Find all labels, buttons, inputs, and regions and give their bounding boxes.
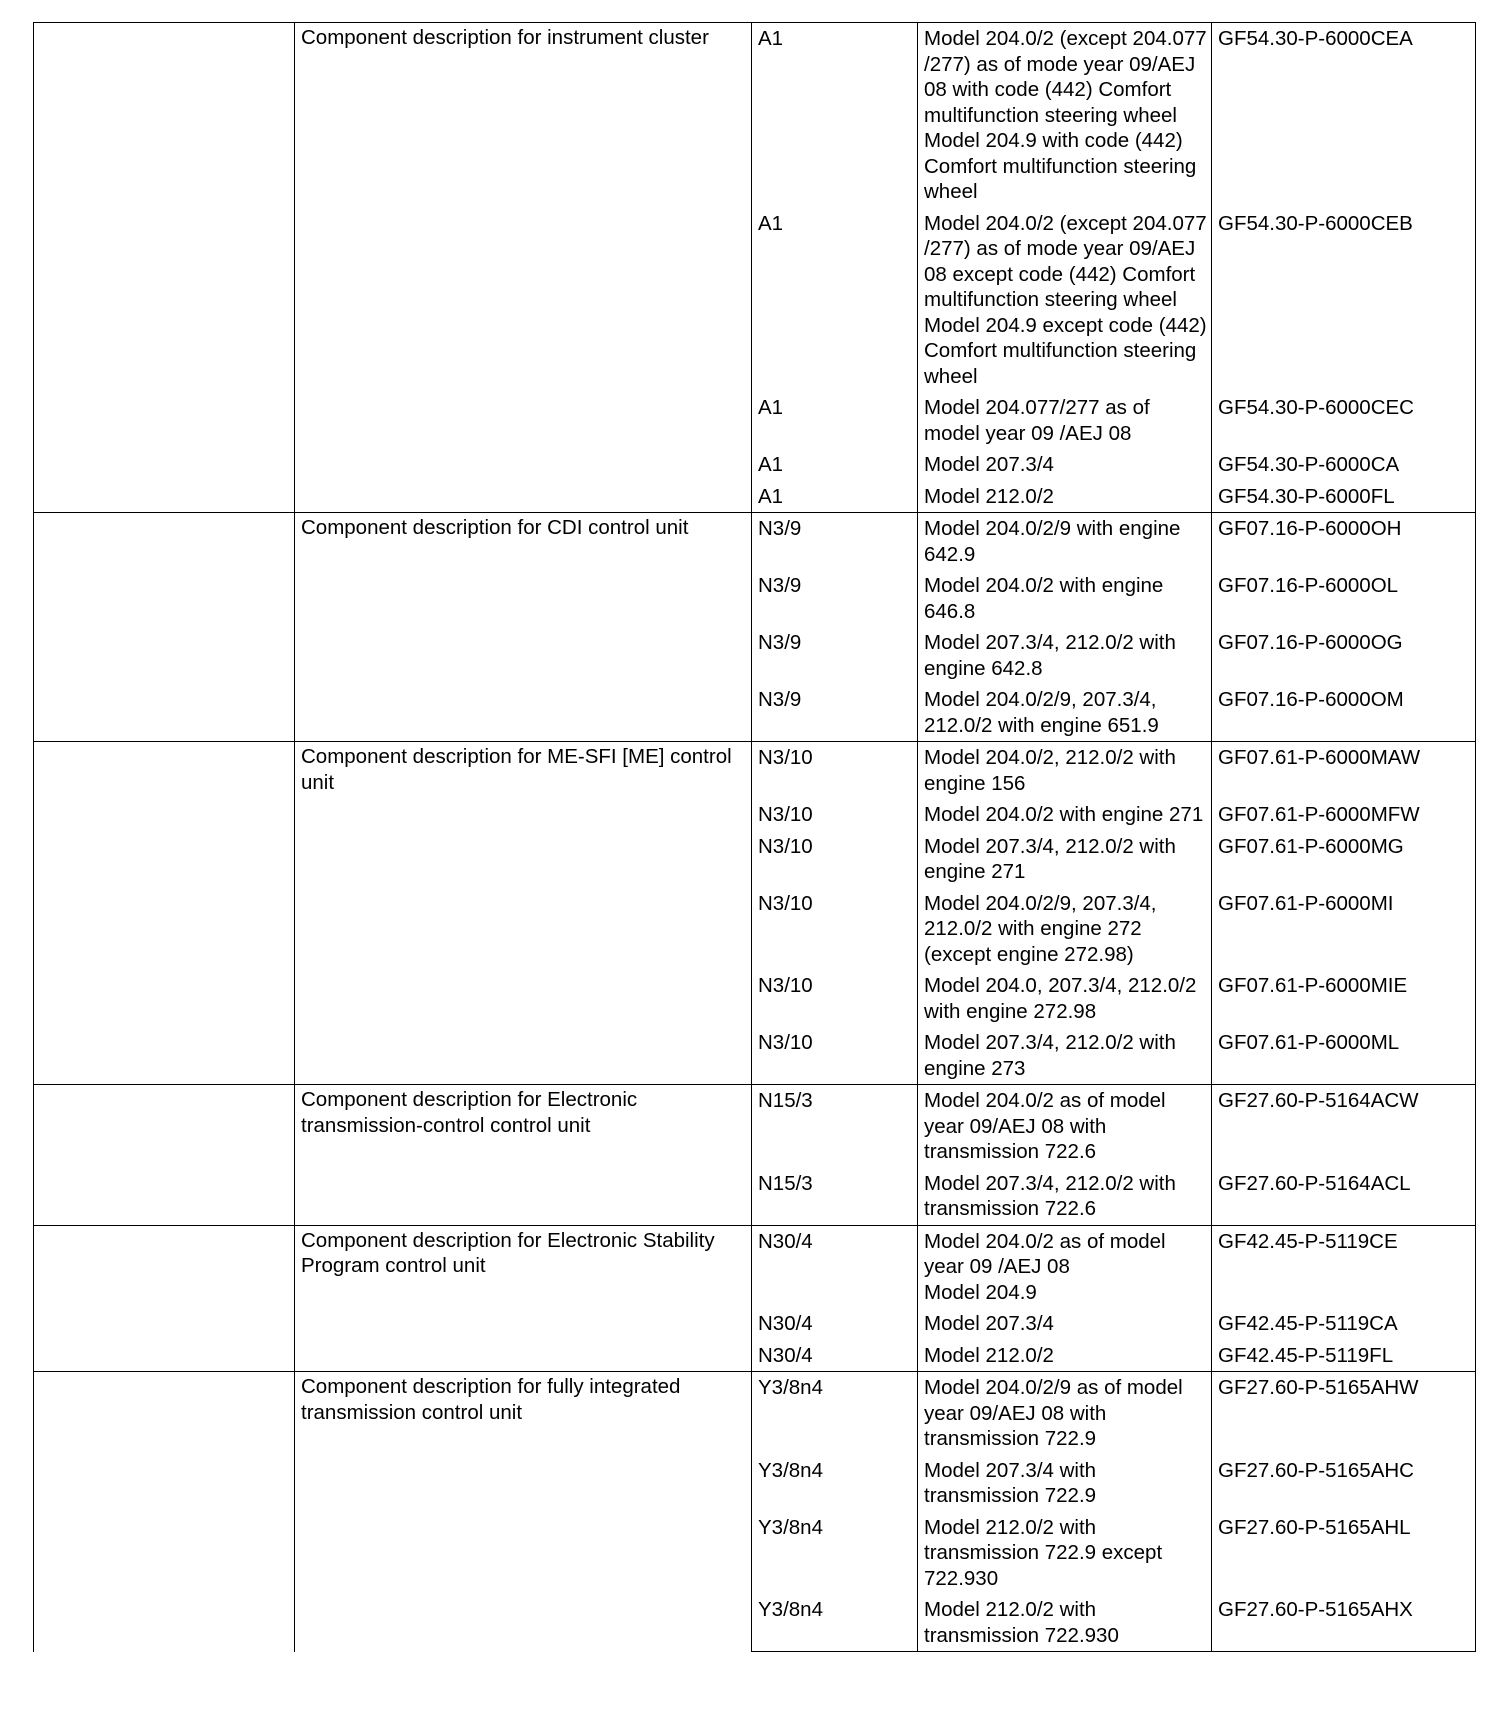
- component-description: Component description for ME-SFI [ME] control unit: [295, 742, 752, 1085]
- model-text: Model 207.3/4 with transmission 722.9: [924, 1458, 1097, 1507]
- component-designation: A1: [752, 392, 918, 449]
- model-text: Model 204.0/2 (except 204.077 /277) as of mode year 09/AEJ 08 except code (442) Comfort multifunction steering wheel: [924, 211, 1207, 311]
- component-designation: A1: [752, 449, 918, 481]
- model-applicability: [918, 1594, 1212, 1652]
- document-number: GF07.16-P-6000OH: [1212, 513, 1476, 571]
- model-applicability: [918, 1225, 1212, 1308]
- component-designation: A1: [752, 23, 918, 208]
- document-number: GF07.61-P-6000MG: [1212, 831, 1476, 888]
- model-applicability: [918, 799, 1212, 831]
- component-designation: N3/10: [752, 831, 918, 888]
- model-applicability: [918, 1372, 1212, 1455]
- model-text: Model 204.0/2 with engine 271: [924, 803, 1204, 826]
- document-number: GF27.60-P-5164ACW: [1212, 1085, 1476, 1168]
- table-row: [34, 1225, 1476, 1308]
- document-page: [33, 22, 1475, 1652]
- table-row: [34, 23, 1476, 208]
- document-number: GF54.30-P-6000CEB: [1212, 208, 1476, 393]
- empty-cell: [34, 1085, 295, 1226]
- component-description: Component description for instrument cluster: [295, 23, 752, 513]
- model-text: Model 207.3/4, 212.0/2 with engine 273: [924, 1031, 1176, 1080]
- document-number: GF27.60-P-5165AHL: [1212, 1512, 1476, 1595]
- model-applicability: [918, 1512, 1212, 1595]
- component-designation: N3/9: [752, 570, 918, 627]
- component-designation: N3/10: [752, 888, 918, 971]
- model-applicability: [918, 1308, 1212, 1340]
- component-designation: N15/3: [752, 1168, 918, 1226]
- component-designation: N30/4: [752, 1308, 918, 1340]
- component-table: [33, 22, 1476, 1652]
- model-applicability: [918, 888, 1212, 971]
- component-designation: Y3/8n4: [752, 1372, 918, 1455]
- document-number: GF07.61-P-6000MFW: [1212, 799, 1476, 831]
- component-designation: N3/9: [752, 627, 918, 684]
- model-applicability: [918, 970, 1212, 1027]
- model-applicability: [918, 684, 1212, 742]
- model-text: Model 212.0/2 with transmission 722.9 except 722.930: [924, 1515, 1163, 1590]
- model-applicability: [918, 627, 1212, 684]
- document-number: GF07.16-P-6000OM: [1212, 684, 1476, 742]
- model-text: Model 204.0/2 as of model year 09 /AEJ 08: [924, 1229, 1166, 1278]
- component-designation: N3/10: [752, 970, 918, 1027]
- table-row: [34, 1372, 1476, 1455]
- model-applicability: [918, 831, 1212, 888]
- document-number: GF42.45-P-5119FL: [1212, 1340, 1476, 1372]
- document-number: GF07.16-P-6000OG: [1212, 627, 1476, 684]
- document-number: GF07.61-P-6000ML: [1212, 1027, 1476, 1085]
- component-designation: N30/4: [752, 1225, 918, 1308]
- component-description: Component description for CDI control unit: [295, 513, 752, 742]
- document-number: GF54.30-P-6000FL: [1212, 481, 1476, 513]
- empty-cell: [34, 23, 295, 513]
- model-applicability: [918, 570, 1212, 627]
- document-number: GF54.30-P-6000CEC: [1212, 392, 1476, 449]
- model-text: Model 207.3/4, 212.0/2 with transmission 722.6: [924, 1171, 1176, 1220]
- model-text: Model 204.077/277 as of model year 09 /AEJ 08: [924, 396, 1150, 445]
- document-number: GF27.60-P-5165AHC: [1212, 1455, 1476, 1512]
- model-applicability: [918, 481, 1212, 513]
- model-text: Model 204.0, 207.3/4, 212.0/2 with engine 272.98: [924, 974, 1197, 1023]
- document-number: GF07.61-P-6000MI: [1212, 888, 1476, 971]
- model-text: Model 212.0/2: [924, 1343, 1054, 1367]
- document-number: GF42.45-P-5119CE: [1212, 1225, 1476, 1308]
- component-description: Component description for Electronic transmission-control control unit: [295, 1085, 752, 1226]
- empty-cell: [34, 1225, 295, 1372]
- component-designation: N15/3: [752, 1085, 918, 1168]
- component-description: Component description for Electronic Stability Program control unit: [295, 1225, 752, 1372]
- model-text: Model 204.0/2/9, 207.3/4, 212.0/2 with engine 272 (except engine 272.98): [924, 891, 1157, 966]
- model-applicability: [918, 1340, 1212, 1372]
- model-text: Model 204.0/2/9 with engine 642.9: [924, 517, 1181, 566]
- model-text: Model 207.3/4: [924, 1312, 1054, 1335]
- model-text: Model 212.0/2 with transmission 722.930: [924, 1598, 1119, 1647]
- model-applicability: [918, 208, 1212, 393]
- model-text: Model 204.0/2 as of model year 09/AEJ 08 with transmission 722.6: [924, 1089, 1166, 1163]
- model-applicability: [918, 392, 1212, 449]
- model-applicability: [918, 513, 1212, 571]
- document-number: GF27.60-P-5165AHX: [1212, 1594, 1476, 1652]
- component-description: Component description for fully integrated transmission control unit: [295, 1372, 752, 1652]
- model-text: Model 204.9: [924, 1280, 1037, 1304]
- document-number: GF27.60-P-5164ACL: [1212, 1168, 1476, 1226]
- model-text: Model 204.9 with code (442) Comfort multifunction steering wheel: [924, 129, 1197, 203]
- component-designation: N3/10: [752, 1027, 918, 1085]
- component-designation: N3/9: [752, 513, 918, 571]
- component-designation: Y3/8n4: [752, 1512, 918, 1595]
- model-applicability: [918, 742, 1212, 800]
- empty-cell: [34, 1372, 295, 1652]
- component-designation: N3/9: [752, 684, 918, 742]
- component-designation: A1: [752, 208, 918, 393]
- model-text: Model 212.0/2: [924, 484, 1054, 508]
- table-row: [34, 1085, 1476, 1168]
- document-number: GF07.61-P-6000MIE: [1212, 970, 1476, 1027]
- component-designation: N3/10: [752, 799, 918, 831]
- document-number: GF42.45-P-5119CA: [1212, 1308, 1476, 1340]
- model-applicability: [918, 23, 1212, 208]
- table-row: [34, 742, 1476, 800]
- component-designation: N3/10: [752, 742, 918, 800]
- component-designation: A1: [752, 481, 918, 513]
- model-applicability: [918, 449, 1212, 481]
- model-applicability: [918, 1455, 1212, 1512]
- model-applicability: [918, 1085, 1212, 1168]
- model-text: Model 207.3/4, 212.0/2 with engine 271: [924, 834, 1176, 883]
- model-text: Model 207.3/4: [924, 453, 1054, 476]
- model-text: Model 204.0/2/9, 207.3/4, 212.0/2 with engine 651.9: [924, 688, 1159, 737]
- component-designation: Y3/8n4: [752, 1594, 918, 1652]
- document-number: GF54.30-P-6000CA: [1212, 449, 1476, 481]
- model-applicability: [918, 1168, 1212, 1226]
- document-number: GF54.30-P-6000CEA: [1212, 23, 1476, 208]
- document-number: GF07.61-P-6000MAW: [1212, 742, 1476, 800]
- table-row: [34, 513, 1476, 571]
- document-number: GF07.16-P-6000OL: [1212, 570, 1476, 627]
- model-text: Model 204.9 except code (442) Comfort multifunction steering wheel: [924, 313, 1207, 388]
- component-designation: N30/4: [752, 1340, 918, 1372]
- component-designation: Y3/8n4: [752, 1455, 918, 1512]
- empty-cell: [34, 513, 295, 742]
- model-text: Model 204.0/2, 212.0/2 with engine 156: [924, 746, 1176, 795]
- empty-cell: [34, 742, 295, 1085]
- model-text: Model 204.0/2 with engine 646.8: [924, 574, 1164, 623]
- document-number: GF27.60-P-5165AHW: [1212, 1372, 1476, 1455]
- model-text: Model 207.3/4, 212.0/2 with engine 642.8: [924, 631, 1176, 680]
- model-applicability: [918, 1027, 1212, 1085]
- model-text: Model 204.0/2 (except 204.077 /277) as of mode year 09/AEJ 08 with code (442) Comfort multifunction steering wheel: [924, 27, 1207, 127]
- model-text: Model 204.0/2/9 as of model year 09/AEJ 08 with transmission 722.9: [924, 1376, 1183, 1450]
